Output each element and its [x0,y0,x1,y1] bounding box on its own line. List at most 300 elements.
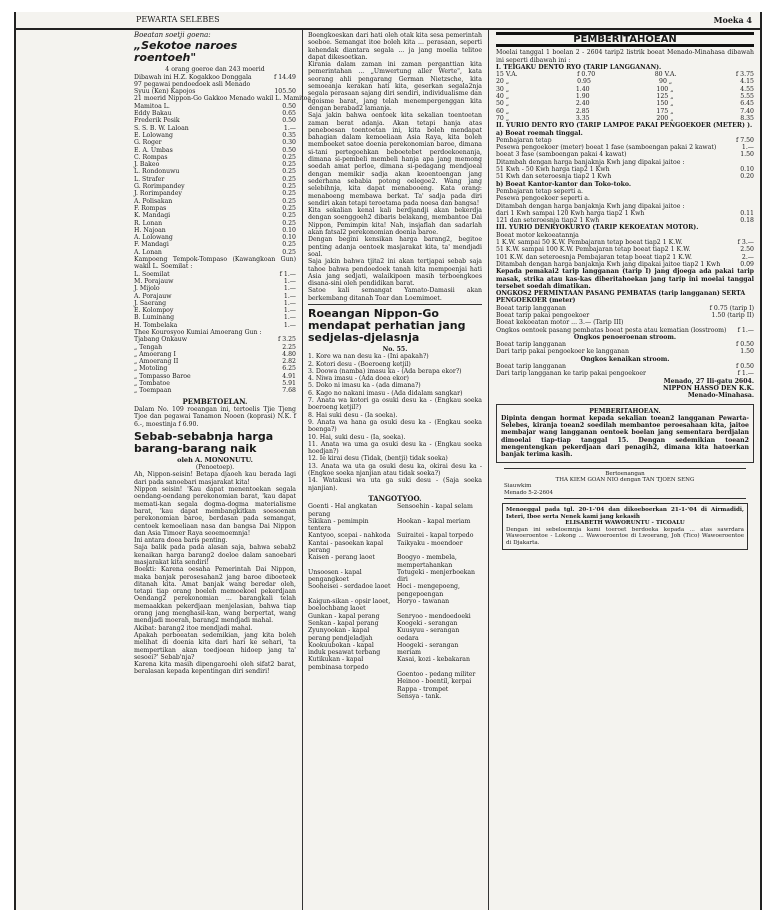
row-label: J. Rorimpandey [134,190,182,198]
row-label: E. Kolompoy [134,307,174,315]
list-row [134,293,296,300]
vocabulary-term: Kutikukan - kapal pembinasa torpedo [308,656,369,671]
tariff-cell: 20 „ [496,78,510,86]
vocabulary-term: Kantai - pasoekan kapal perang [308,539,384,554]
kicker: Boeatan soetji goena: [134,31,211,39]
kumiai-list [134,336,296,394]
lesson-headline: Roeangan Nippon-Go mendapat perhatian jang sedjelas-djelasnja [308,306,466,344]
list-row [134,365,296,372]
vocabulary-row [308,693,482,700]
row-value: 5.91 [282,380,296,388]
list-row [496,195,754,202]
kampoeng-title: Kampoeng Tempok-Tompaso (Kawangkoan Gun) wakil L. Soemilat : [134,256,296,271]
row-label: Tjabang Onkauw [134,336,188,344]
vocabulary-term: Koogeki - serangan [397,619,458,627]
article-paragraph: Ah, Nippon-seisin! Betapa djaoeh kau berada lagi dari pada sanoebari masjarakat kita! [134,471,296,486]
list-row [134,300,296,307]
lesson-list [308,353,482,492]
article-paragraph: Boengkoeskan dari hati oleh otak kita sesa pemerintah soeboe. Semangat itoe boleh kita ... perasaan, seperti kehendak diantara segala ... ja jang moelia telitoe dapat dikesoetkan. [308,32,482,61]
row-label: „ Toempaan [134,387,172,395]
list-row [134,110,296,117]
row-value: 1.— [283,314,296,322]
tariff-cell: 30 „ [496,85,510,93]
row-label: 97 pegawai pendoedoek asli Menado [134,80,251,88]
row-value: 0.18 [740,217,754,225]
row-label: Boeat tarip pakai pengoekoer [496,311,590,319]
tariff-cell: f 0.70 [577,71,596,79]
row-value: 2.25 [282,343,296,351]
list-row [134,285,296,292]
vocabulary-title: TANGOTYOO. [368,493,422,503]
notice-company: NIPPON HASSO DEN K.K. [662,384,754,392]
vocabulary-term: Rappa - trompet [397,685,449,693]
tariff-a-list [496,137,754,181]
row-value: 0.65 [282,110,296,118]
tariff-section-2: II. YURIO DENTO RYO (TARIP LAMPOE PAKAI PENGOEKOER (METER) ). [496,122,753,130]
vocabulary-term [308,686,393,693]
row-label: 101 K.W. dan seteroesnja Pembajaran tetap boeat tiap2 1 K.W. [496,253,693,261]
tariff-cell: 80 V.A. [654,71,677,79]
list-row [134,161,296,168]
list-row [134,132,296,139]
row-value: 0.10 [282,226,296,234]
lesson-item: 3. Doowa (namba) imasu ka - (Ada berapa ekor?) [308,367,462,375]
row-value: 0.25 [282,241,296,249]
tariff-note: Kepada pemakai2 tarip langganan (tarip I) jang djoega ada pakai tarip masak, strika atau kas-kas diberitahoekan jang tarip ini moelai tanggal tersebet soedah dimatikan. [496,268,754,290]
tariff-cell: 5.55 [740,93,754,101]
list-row [134,344,296,351]
row-value: 0.09 [740,260,754,268]
row-value: 1.— [283,299,296,307]
list-row [496,137,754,144]
column-donations [134,31,316,906]
row-label: dari 1 Kwh sampai 120 Kwh harga tiap2 1 Kwh [496,209,645,217]
donation-list [134,73,316,256]
row-label: 51 Kwh - 50 Kwh harga tiap2 1 Kwh [496,166,610,174]
row-label: R. Lonan [134,219,163,227]
upgrade-title: Ongkos kenaikan stroom. [580,355,670,363]
row-label: J. Bakeo [134,161,160,169]
kampoeng-list [134,271,296,329]
tariff-row [496,108,754,115]
article-paragraph: Boekti: Karena oesaha Pemerintah Dai Nippon, maka banjak perosesahan2 jang baroe diboeteek ditanah kita. Amat banjak wang beredar oleh, tetapi tiap orang boeleh memoekoel pekerdjaan Oendang2 perekonomian ... barangkali telah memaakkan pekerdjaan menjelasian, bahwa tiap orang jang menghasil-kan, wang berpertat, wang mendjadi moerah, barang2 mendjadi mahal. [134,566,296,625]
lesson-item: 6. Kago no nakani imasu - (Ada didalam sangkar) [308,389,463,397]
tariff-cell: 60 „ [496,107,510,115]
page-number: Moeka 4 [713,15,752,25]
vocabulary-term: Kantyoo, scepai - nahkoda [308,532,391,540]
list-row [134,322,296,329]
row-label: Dari tarip langganan ke tarip pakai pengoekoer [496,370,646,378]
row-value: 0.25 [282,248,296,256]
vocabulary-term: Boogyo - membela, mempertahankan [397,554,457,569]
vocabulary-term [308,693,393,700]
vocabulary-row [308,671,482,678]
tariff-row [496,115,754,122]
row-value: 1.— [741,144,754,152]
vocabulary-term [308,678,393,685]
list-row [496,159,754,166]
list-row [496,261,754,268]
vocabulary-term: Gunkan - kapal perang [308,612,380,620]
notice-date: Menado, 27 Ili-gatu 2604. [663,377,754,385]
column-rule [302,30,303,910]
notice-intro: Moelai tanggal 1 boelan 2 - 2604 tarip2 listrik boeat Menado-Minahasa dibawah ini seperti dibawah ini : [496,49,754,64]
row-value: 0.10 [282,234,296,242]
list-row [496,217,754,224]
tariff-row [496,93,754,100]
row-value: 0.25 [282,183,296,191]
tariff-a-title: a) Boeat roemah tinggal. [496,129,583,137]
list-row [134,117,296,124]
lesson-item: 9. Anata wa hana ga osuki desu ka - (Engkau soeka boenga?) [308,418,482,434]
row-value: 1.— [283,292,296,300]
list-row [134,88,296,95]
row-label: Boeat motor kekoeatannja [496,231,579,239]
vocabulary-term [308,671,393,678]
list-row [496,254,754,261]
column-rule [488,30,489,910]
row-value: 0.10 [740,166,754,174]
article-paragraph: Kirania dalam zaman ini zaman perganttian kita pemerintahan ... „Umwertung aller Werte", kata seorang ahli pengarang German Nietzsche, kita semoeanja kerakan hati kita, geserkan segala2nja segala perasaan sajang diri sendiri, individualisme dan egoisme barat, jang telah menempergenggan kita dengan berabad2 lamanja. [308,61,482,112]
row-label: Ditambah dengan harga banjaknja Kwh jang dipakai jaitoe : [496,202,685,210]
donation-headline: „Sekotoe naroes roentoeh" [134,39,238,65]
article-paragraph: Ini antara doea baris penting. [134,537,228,545]
tariff-row [496,100,754,107]
row-value: 1.50 [740,151,754,159]
list-row [134,227,296,234]
row-label: E. A. Umbas [134,146,173,154]
article-headline: Sebab-sebabnja harga barang-barang naik [134,429,274,455]
row-value: 1.— [283,321,296,329]
row-label: Dari tarip pakai pengoekoer ke langganan [496,348,629,356]
row-label: Dibawah ini H.Z. Kogakkoo Donggala [134,73,252,81]
article-paragraph: Saja jakin bahwa tjita2 ini akan tertjapai sebab saja tahoe bahwa pendoedoek tanah kita mempoenjai hati Asia jang sedjati, walaikipoen masih terboengkoes disana-sini oleh pendidikan barat. [308,258,482,288]
row-label: Ditambah dengan harga banjaknja Kwh jang dipakai jaitoe tiap2 1 Kwh [496,260,721,268]
vocabulary-row [308,569,482,584]
row-label: Syuu (Ken) Kapojos [134,88,196,96]
tariff-cell: 15 V.A. [496,71,518,79]
vocabulary-term: Kookuubokan - kapal induk pesawat terbang [308,641,381,657]
tariff-cell: 90 „ [659,78,673,86]
row-label: 21 moerid Nippon-Go Gakkoo Menado wakil L. Mamitoa : [134,95,316,103]
list-row [134,249,296,256]
list-row [134,351,296,358]
tariff-cell: 3.35 [575,114,590,122]
list-row [134,147,296,154]
list-row [496,305,754,312]
correction-title: PEMBETOELAN. [182,396,248,406]
tariff-cell: 4.55 [740,85,754,93]
newspaper-name: PEWARTA SELEBES [136,15,220,24]
list-row [496,327,754,334]
row-value: 0.25 [282,212,296,220]
row-label: 51 K.W. sampai 100 K.W. Pembajaran tetap boeat tiap2 1 K.W. [496,246,691,254]
row-value: f 14.49 [274,73,296,81]
row-value: 1.— [283,277,296,285]
row-label: H. Najoan [134,226,166,234]
vocabulary-row [308,642,482,657]
row-label: M. Porajauw [134,277,174,285]
list-row [134,220,296,227]
list-row [134,336,296,343]
row-label: G. Rorimpandey [134,183,185,191]
lesson-item: 1. Kore wa nan desu ka - (Ini apakah?) [308,353,429,361]
tariff-cell: 200 „ [656,114,674,122]
vocabulary-term: Horyo - tawanan [397,598,450,606]
row-label: Eddy Bakau [134,110,172,118]
engagement-line: Menado 5-2-2604 [504,489,554,496]
vocabulary-term: Kasai, kozi - kebakaran [397,656,470,664]
row-label: Mamitoa L. [134,102,170,110]
list-row [134,183,296,190]
row-label: Pesewa pengoekoer seperti a. [496,195,590,203]
lesson-item: 4. Niwa imasu - (Ada doea ekor) [308,375,409,383]
tariff-row [496,71,754,78]
tariff-cell: 50 „ [496,100,510,108]
row-value: 2.50 [740,246,754,254]
list-row [496,210,754,217]
vocabulary-term: Sensya - tank. [397,692,442,700]
article-continuation [308,32,482,302]
subscriber-notice-text: Dipinta dengan hormat kepada sekalian toean2 langganan Pewarta-Selebes, kiranja toean2 soedilah membantoe peroesahaan kita, jaitoe membajar wang langganan oentoek boelan jang sementara berdjalan dimoelai tiap-tiap tanggal 15. Dengan sedemikian toean2 mengentengkan pekerdjaan dari penagih2, dimana kita hatoerkan banjak terima kasih. [501,414,749,459]
row-label: „ Tompasso Baroe [134,372,191,380]
row-value: 0.25 [282,190,296,198]
article-paragraph: Satoe kali semangat Yamato-Damasii akan berkembang ditanah Toar dan Loemimoet. [308,287,482,302]
lesson-item: 13. Anata wa uta ga osuki desu ka, okirai desu ka - (Engkoe soeka njanjian atau tidak soeka?) [308,462,482,478]
row-value: 105.50 [274,88,296,96]
tariff-b-title: b) Boeat Kantor-kantor dan Toko-toko. [496,180,632,188]
list-row [134,307,296,314]
row-label: Boeat tarip langganan [496,363,567,371]
subscriber-notice-title: PEMBERITAHOEAN. [589,407,661,415]
row-label: K. Mandagi [134,212,171,220]
row-value: f 1.— [737,326,754,334]
row-label: Pesewa pengoekoer (meter) boeat 1 fase (samboengan pakai 2 kawat) [496,144,717,152]
list-row [496,232,754,239]
vocabulary-table [308,503,482,700]
row-value: 6.25 [282,365,296,373]
fees-list [496,305,754,334]
row-value: 0.25 [282,168,296,176]
row-value: f 0.50 [735,341,754,349]
downgrade-list [496,341,754,356]
vocabulary-row [308,613,482,620]
motor-tariff-list [496,232,754,268]
row-label: F. Rompas [134,204,167,212]
tariff-cell: 150 „ [656,100,674,108]
lesson-item: 10. Hai, suki desu - (Ia, soeka). [308,433,406,441]
row-value: 2.— [741,253,754,261]
row-value: f 3.25 [277,336,296,344]
subscriber-notice [496,404,754,463]
tariff-section-3: III. YURIO DENRYOKURYO (TARIP KEKOEATAN MOTOR). [496,224,699,232]
row-label: A. Lolowang [134,234,173,242]
row-value: f 3.— [737,239,754,247]
list-row [134,176,296,183]
row-value: 2.82 [282,358,296,366]
article-paragraph: Akibat: barang2 itoe mendjadi mahal. [134,624,253,632]
tariff-cell: 7.40 [740,107,754,115]
vocabulary-term: Hoogeki - serangan meriam [397,641,459,657]
row-label: J. Mijolo [134,285,160,293]
row-value: f 1.— [279,270,296,278]
list-row [496,246,754,253]
row-label: S. S. B. W. Laloan [134,124,189,132]
divider [308,304,482,305]
row-label: Boeat tarip langganan [496,304,567,312]
engagement-line: Siauwkim [504,483,532,490]
page-header [16,12,760,30]
row-label: A. Porajauw [134,292,172,300]
lesson-item: 7. Anata wa kotori ga osuki desu ka - (Engkau soeka boeroeng ketjil?) [308,397,482,412]
lesson-item: 12. Ie kirai desu (Tidak, (bentji) tidak soeka) [308,455,448,463]
row-label: 51 Kwh dan seteroesnja tiap2 1 Kwh [496,173,612,181]
list-row [134,387,296,394]
upgrade-list [496,363,754,378]
list-row [134,380,296,387]
tariff-cell: f 3.75 [735,71,754,79]
article-paragraph: Karena kita masih dipengaroehi oleh sifat2 barat, beralasan kepada kepentingan diri sendiri! [134,661,296,676]
vocabulary-row [308,554,482,569]
list-row [496,151,754,158]
engagement-line: THA KIEM GOAN NIO dengan TAN TJOEN SENG [555,477,695,484]
tariff-cell: 6.45 [740,100,754,108]
vocabulary-term: Taikyaku - moendoer [397,539,463,547]
vocabulary-term: Suiraitei - kapal torpedo [397,532,474,540]
row-label: Ditambah dengan harga banjaknja Kwh jang dipakai jaitoe : [496,158,685,166]
list-row [134,212,296,219]
vocabulary-row [308,518,482,533]
tariff-cell: 1.40 [575,85,590,93]
vocabulary-term: Goentoo - pedang militer [397,671,476,679]
vocabulary-term: Heinoo - boentil, kerpai [397,678,472,686]
lesson-item: 5. Doko ni imasu ka - (ada dimana?) [308,382,421,390]
row-label: F. Mandagi [134,241,169,249]
tariff-cell: 175 „ [656,107,674,115]
vocabulary-term: Sensoehin - kapal selam [397,503,473,511]
row-label: Pembajaran tetap seperti a. [496,187,584,195]
list-row [496,319,754,326]
vocabulary-row [308,656,482,671]
list-row [134,358,296,365]
vocabulary-term: Sooheisei - serdadoe laoet [308,583,391,591]
row-label: A. Polisakan [134,197,173,205]
tariff-row [496,78,754,85]
list-row [134,314,296,321]
row-label: A. Lonan [134,248,162,256]
row-label: Pembajaran tetap [496,136,552,144]
row-value: f 1.— [737,370,754,378]
vocabulary-term: Goenti - Hal angkatan perang [308,503,378,518]
row-value: 4.91 [282,372,296,380]
death-notice-intro: Menoeggal pada tgl. 20-1-'04 dan dikoeboerkan 21-1-'04 di Airmadidi, Isteri, Iboe serta Nenek kami jang kekasih [506,507,744,520]
vocabulary-row [308,532,482,539]
article-body [134,471,296,675]
tariff-row [496,86,754,93]
row-value: 7.68 [282,387,296,395]
row-value: 1.50 [740,348,754,356]
row-value: 0.50 [282,146,296,154]
row-value: 0.25 [282,197,296,205]
list-row [134,190,296,197]
vocabulary-term: Kaisen - perang laoet [308,554,375,562]
list-row [134,103,296,110]
vocabulary-term: Totugeki - menjerboekan diri [397,568,476,584]
row-value: 0.11 [740,209,754,217]
row-value: 4.80 [282,350,296,358]
row-value: f 0.50 [735,363,754,371]
list-row [134,205,296,212]
row-value: 0.25 [282,153,296,161]
tariff-b-list [496,188,754,224]
row-label: G. Roger [134,139,162,147]
notice-branch: Menado-Minahasa. [687,392,754,400]
row-label: „ Amoerang II [134,358,179,366]
tariff-cell: 0.95 [577,78,591,86]
row-value: 0.30 [282,139,296,147]
list-row [134,241,296,248]
column-notices [496,32,754,906]
list-row [134,139,296,146]
row-value: 1.— [283,307,296,315]
article-paragraph: Kita sekalian kenal kali berdjandji akan bekerdja dengan soenggoeh2 dibaris belakang, membantoe Dai Nippon, Pemimpin kita! Nah, insjaflah dan sadarlah akan fatsal2 perekonomian doenia baroe. [308,207,482,237]
tariff-cell: 40 „ [496,93,510,101]
row-label: boeat 3 fase (samboengan pakai 4 kawat) [496,151,627,159]
row-label: L. Rondonuwu [134,168,180,176]
engagement-line: Bertoenangan [605,470,645,477]
vocabulary-term: Sikikan - pemimpin tentera [308,517,369,533]
correction-text: Dalam No. 109 roeangan ini, tertoelis Tjie Tjeng Tjoe dan pegawai Tanamon Nooen (koprasi) N.K. f 6.-, moestinja f 6.90. [134,405,296,428]
list-row [134,125,296,132]
list-row [134,373,296,380]
lesson-number: No. 55. [382,345,408,353]
list-row [496,203,754,210]
row-label: „ Tengah [134,343,163,351]
list-row [496,166,754,173]
vocabulary-term: Kuusyuu - serangan oedara [397,627,460,642]
vocabulary-row [308,583,482,598]
list-row [134,154,296,161]
row-label: Ongkos oentoek pasang pembatas boeat pesta atau kematian (losstroom) [496,326,727,334]
vocabulary-row [308,540,482,555]
list-row [134,74,296,81]
list-row [496,144,754,151]
tariff-table [496,71,754,122]
vocabulary-row [308,620,482,627]
row-label: „ Amoerang I [134,350,176,358]
row-label: E. Lolowang [134,131,173,139]
list-row [496,188,754,195]
vocabulary-term: Hookan - kapal meriam [397,517,471,525]
tariff-cell: 2.40 [575,100,590,108]
fees-title: ONGKOS2 PERMINTAAN PASANG PEMBATAS (tarip langganan) SERTA PENGOEKOER (meter) [496,290,746,305]
row-label: H. Tombelaka [134,321,178,329]
row-value: 0.50 [282,117,296,125]
lesson-item: 2. Kotori desu - (Boeroeng ketjil) [308,360,411,368]
article-byline: oleh A. MONONUTU. [177,455,253,464]
article-paragraph: Saja jakin bahwa oentoek kita sekalian toentoetan zaman berat adanja. Akan tetapi hanja atas peneboesan toentoetan ini, kita boleh mendapat bahagian dalam kemoeliaan Asia Raya, kita boleh memboeket satoe doenia perekonomian baroe, dimana si-tani pertegoehkan beboetebet perdoekoenanja, dimana si-pembeli membeli hanja apa jang memong soedah amat perloe, dimana si-pedagang mendjoeal dengan memikir sadja akan keoentoengan jang sederhana sebabia potong oelegoe2. Wang jang selebihnja, kita dapat menabooeng. Kata orang: menaboeng membawa berkat. Ta' sadja pada diri sendiri akan tetapi teroetama pada noesa dan bangsa! [308,112,482,207]
list-row [496,173,754,180]
row-value: f 0.75 (tarip I) [709,304,754,312]
row-value: 1.— [283,124,296,132]
article-subtitle: (Penoetoep). [195,464,235,472]
column-article [308,32,482,906]
article-paragraph: Apakah perboeatan sedemikian, jang kita boleh melihat di doenia kita dari hari ke sehari, 'ta mempertikan akan toedjoean hidoep jang ta' sesoei?' Sebab'nja? [134,631,296,661]
article-paragraph: Saja balik pada pada alasan saja, bahwa sebab2 kenaikan harga barang2 doeloe dalam sanoebari masjarakat kita sendiri! [134,544,296,566]
tariff-section-1: I. TEIGAKU DENTO RYO (TARIP LANGGANAN). [496,63,662,71]
newspaper-page [14,12,762,910]
list-row [134,278,296,285]
